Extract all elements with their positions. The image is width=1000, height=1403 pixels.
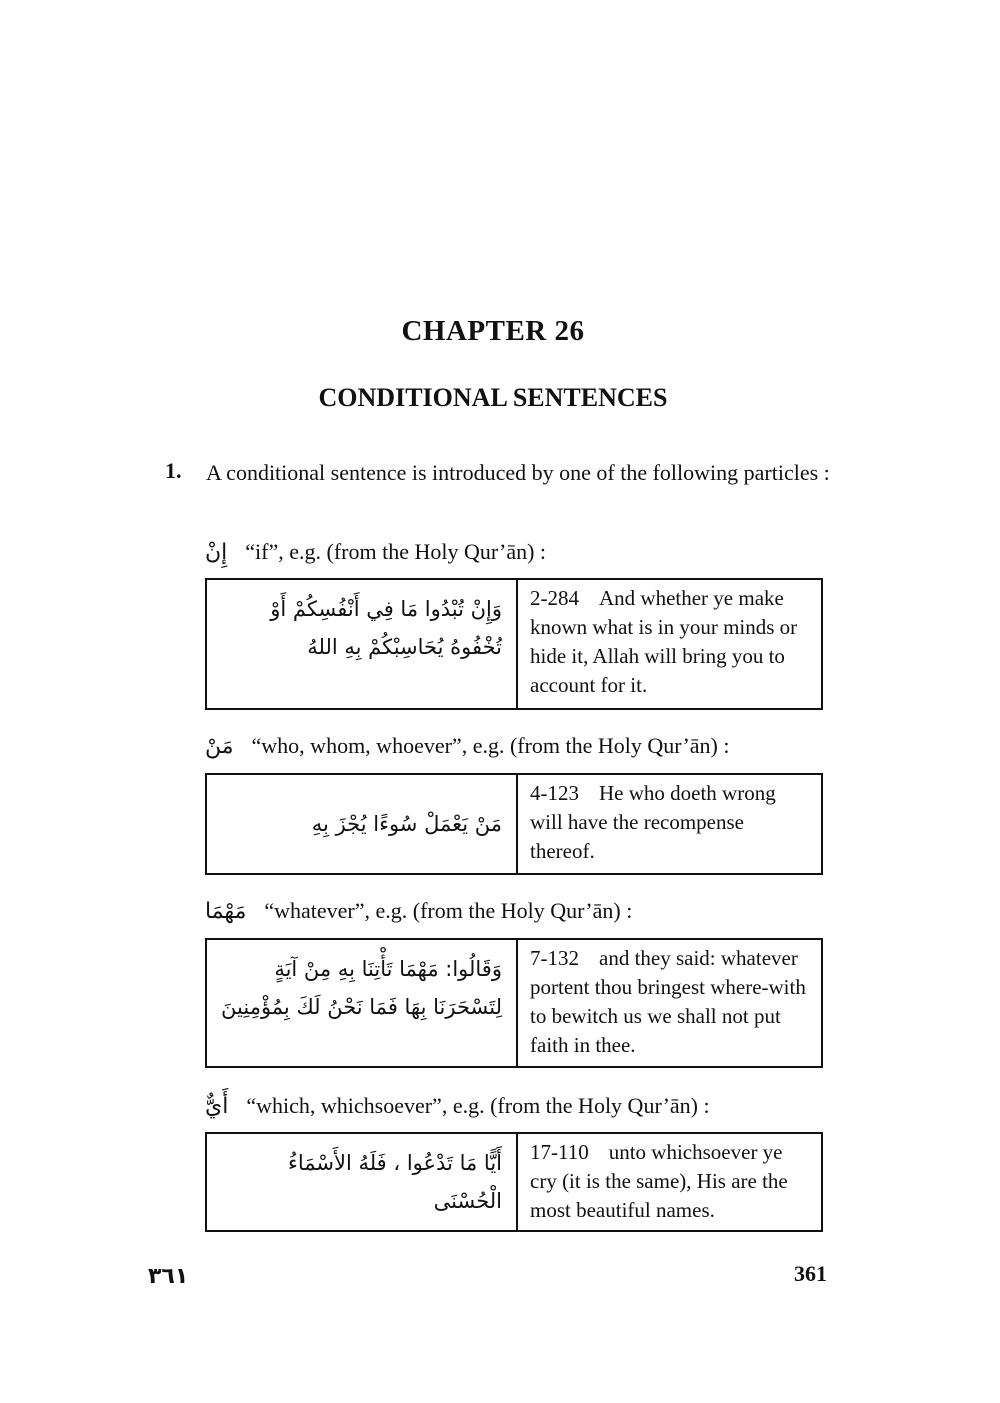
particle-description: “who, whom, whoever”, e.g. (from the Holy Qur’ān) : [251, 733, 730, 758]
particle-arabic: مَهْمَا [205, 899, 247, 924]
example-table-in [205, 578, 823, 710]
page-number-arabic: ٣٦١ [148, 1264, 189, 1289]
translation-cell [517, 579, 822, 709]
verse-translation: And whether ye make known what is in your minds or hide it, Allah will bring you to account for it. [530, 586, 798, 697]
particle-description: “which, whichsoever”, e.g. (from the Holy Qur’ān) : [246, 1093, 710, 1118]
section-title: CONDITIONAL SENTENCES [318, 383, 668, 412]
translation-cell [517, 939, 822, 1067]
example-table-mahma [205, 938, 823, 1068]
particle-line-man [205, 733, 729, 759]
particle-arabic: مَنْ [205, 734, 234, 759]
particle-line-in [205, 539, 546, 565]
particle-arabic: إِنْ [205, 540, 228, 565]
page-number: 361 [794, 1261, 827, 1286]
verse-reference: 4-123 [530, 781, 579, 805]
arabic-verse-cell: وَقَالُوا: مَهْمَا تَأْتِنَا بِهِ مِنْ آيَةٍ لِتَسْحَرَنَا بِهَا فَمَا نَحْنُ لَكَ بِمُؤْمِنِينَ [206, 939, 517, 1067]
particle-line-mahma [205, 898, 632, 924]
chapter-title: CHAPTER 26 [401, 315, 585, 347]
paragraph-text: A conditional sentence is introduced by one of the following particles : [206, 460, 830, 485]
arabic-verse-cell: أَيًّا مَا تَدْعُوا ، فَلَهُ الأَسْمَاءُ الْحُسْنَى [206, 1133, 517, 1231]
translation-cell [517, 774, 822, 874]
verse-translation: He who doeth wrong will have the recompense thereof. [530, 781, 776, 863]
example-table-man [205, 773, 823, 875]
arabic-verse-cell: وَإِنْ تُبْدُوا مَا فِي أَنْفُسِكُمْ أَوْ تُخْفُوهُ يُحَاسِبْكُمْ بِهِ اللهُ [206, 579, 517, 709]
particle-description: “whatever”, e.g. (from the Holy Qur’ān) : [264, 898, 633, 923]
verse-reference: 7-132 [530, 946, 579, 970]
paragraph-number: 1. [165, 458, 182, 483]
particle-line-ayy [205, 1093, 710, 1119]
particle-description: “if”, e.g. (from the Holy Qur’ān) : [245, 539, 547, 564]
verse-translation: unto whichsoever ye cry (it is the same), His are the most beautiful names. [530, 1140, 788, 1222]
particle-arabic: أَيٌّ [205, 1094, 229, 1119]
verse-reference: 2-284 [530, 586, 579, 610]
verse-translation: and they said: whatever portent thou bringest where-with to bewitch us we shall not put faith in thee. [530, 946, 806, 1057]
verse-reference: 17-110 [530, 1140, 589, 1164]
arabic-verse-cell: مَنْ يَعْمَلْ سُوءًا يُجْزَ بِهِ [206, 774, 517, 874]
translation-cell [517, 1133, 822, 1231]
example-table-ayy [205, 1132, 823, 1232]
